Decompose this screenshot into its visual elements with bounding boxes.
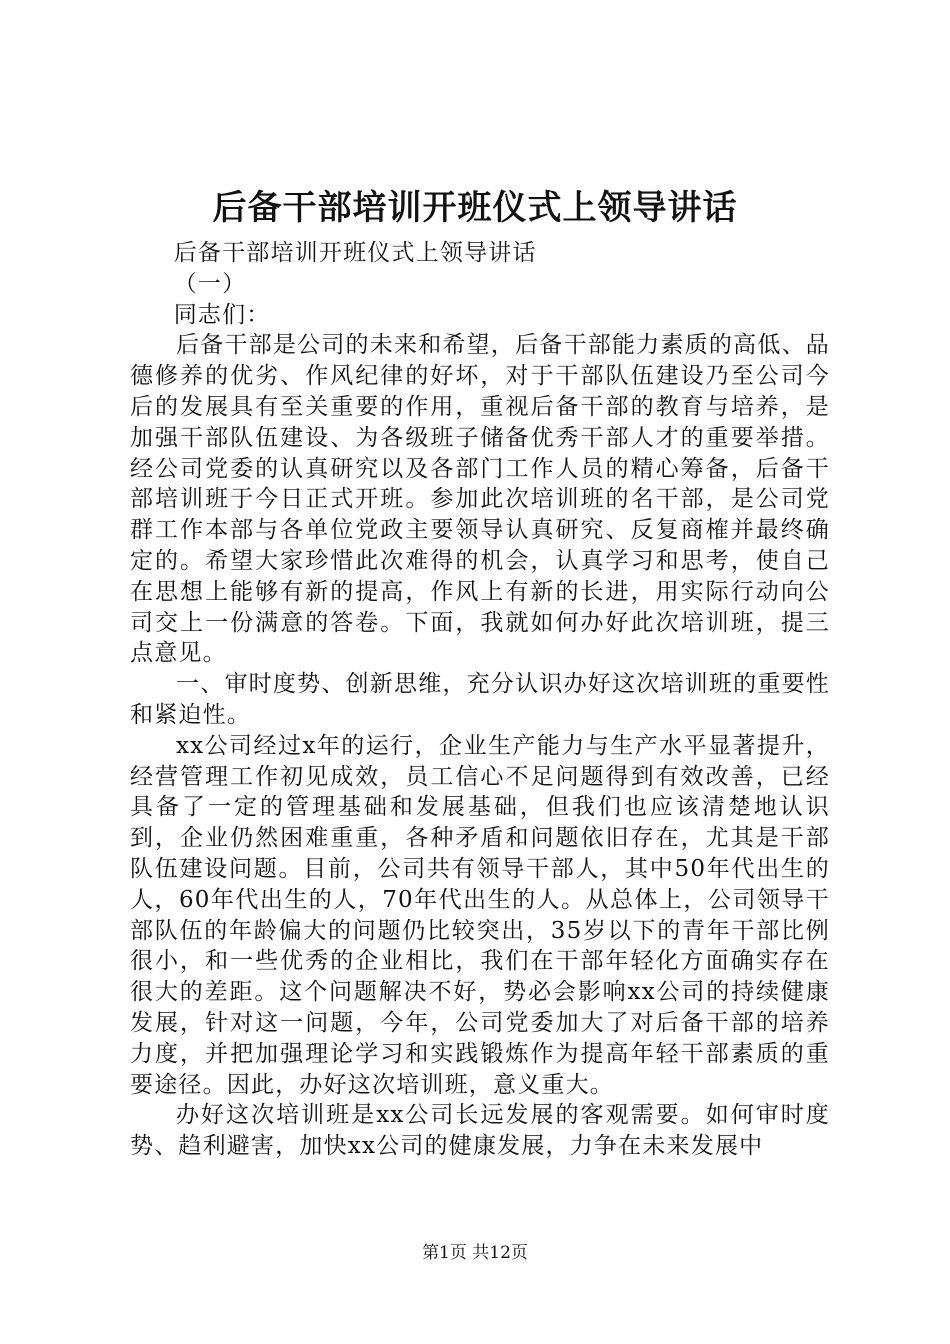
salutation: 同志们： [173, 301, 271, 328]
section-marker: （一） [173, 270, 247, 297]
section-heading-1: 一、审时度势、创新思维，充分认识办好这次培训班的重要性和紧迫性。 [130, 671, 830, 728]
paragraph-intro: 后备干部是公司的未来和希望，后备干部能力素质的高低、品德修养的优劣、作风纪律的好坏，对于干部队伍建设乃至公司今后的发展具有至关重要的作用，重视后备干部的教育与培养，是加强干部队伍建设、为各级班子储备优秀干部人才的重要举措。经公司党委的认真研究以及各部门工作人员的精心筹备，后备干部培训班于今日正式开班。参加此次培训班的名干部，是公司党群工作本部与各单位党政主要领导认真研究、反复商榷并最终确定的。希望大家珍惜此次难得的机会，认真学习和思考，使自己在思想上能够有新的提高，作风上有新的长进，用实际行动向公司交上一份满意的答卷。下面，我就如何办好此次培训班，提三点意见。 [130, 332, 830, 667]
document-title: 后备干部培训开班仪式上领导讲话 [212, 188, 738, 228]
paragraph-situation: xx公司经过x年的运行，企业生产能力与生产水平显著提升，经营管理工作初见成效，员工信心不足问题得到有效改善，已经具备了一定的管理基础和发展基础，但我们也应该清楚地认识到，企业仍然困难重重，各种矛盾和问题依旧存在，尤其是干部队伍建设问题。目前，公司共有领导干部人，其中50年代出生的人，60年代出生的人，70年代出生的人。从总体上，公司领导干部队伍的年龄偏大的问题仍比较突出，35岁以下的青年干部比例很小，和一些优秀的企业相比，我们在干部年轻化方面确实存在很大的差距。这个问题解决不好，势必会影响xx公司的持续健康发展，针对这一问题，今年，公司党委加大了对后备干部的培养力度，并把加强理论学习和实践锻炼作为提高年轻干部素质的重要途径。因此，办好这次培训班，意义重大。 [130, 732, 830, 1098]
page-number: 第1页 共12页 [422, 1243, 528, 1263]
document-body [130, 238, 830, 1162]
paragraph-need: 办好这次培训班是xx公司长远发展的客观需要。如何审时度势、趋利避害，加快xx公司的健康发展，力争在未来发展中 [130, 1102, 830, 1160]
subtitle-line: 后备干部培训开班仪式上领导讲话 [173, 240, 537, 266]
